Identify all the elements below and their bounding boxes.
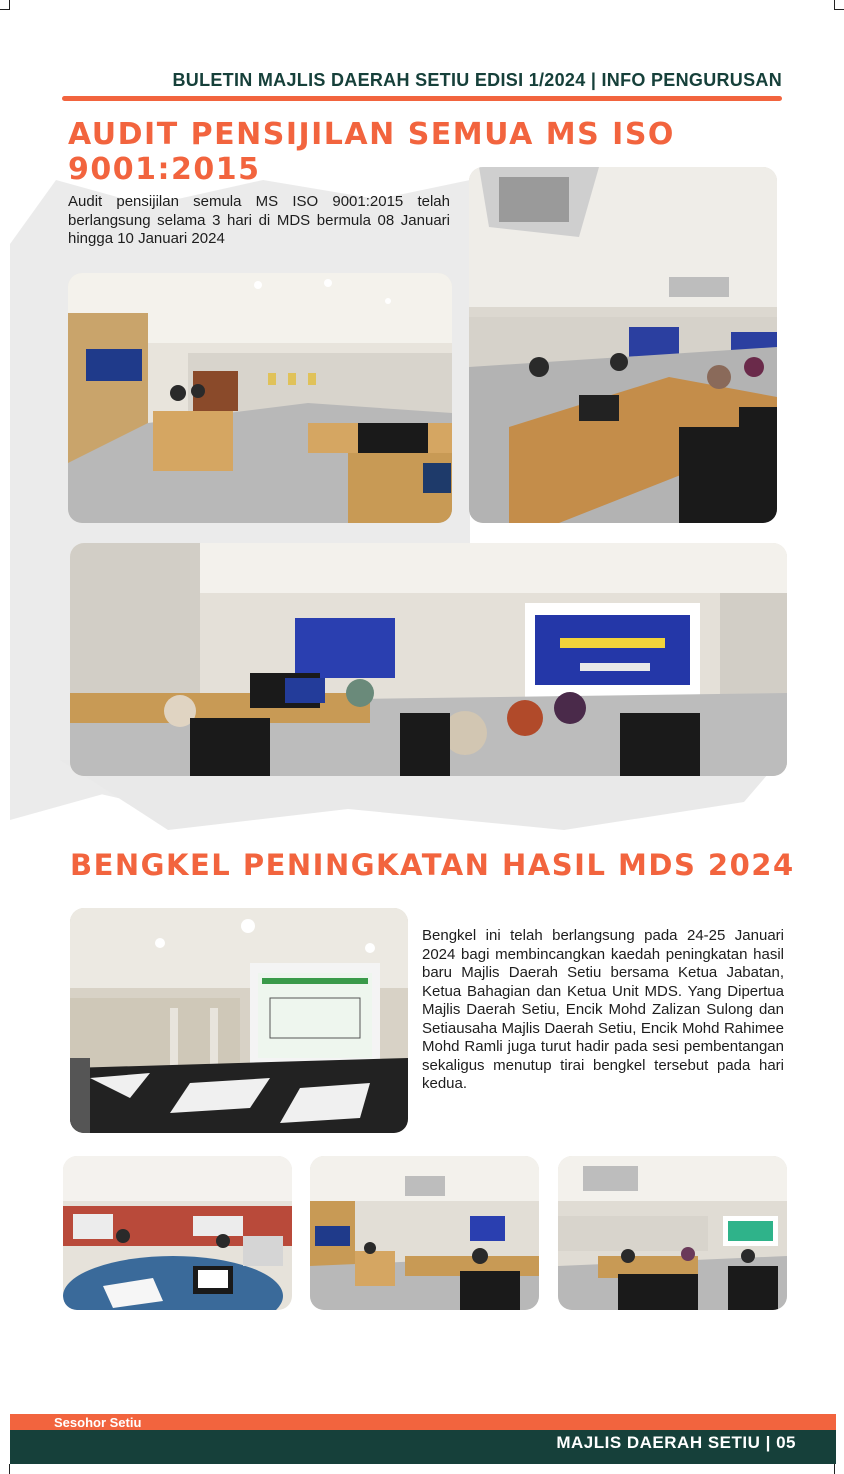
workshop-photo-room-front: [558, 1156, 787, 1310]
audit-photo-participants: [469, 167, 777, 523]
footer-left-label: Sesohor Setiu: [54, 1415, 142, 1430]
audit-photo-presentation: [70, 543, 787, 776]
workshop-photo-room-side: [310, 1156, 539, 1310]
section-title-audit: AUDIT PENSIJILAN SEMUA MS ISO 9001:2015: [68, 117, 675, 187]
bulletin-header: BULETIN MAJLIS DAERAH SETIU EDISI 1/2024 | INFO PENGURUSAN: [172, 70, 782, 90]
audit-photo-meeting-room: [68, 273, 452, 523]
section-body-workshop: Bengkel ini telah berlangsung pada 24-25 Januari 2024 bagi membincangkan kaedah peningkatan hasil baru Majlis Daerah Setiu bersama Ketua Jabatan, Ketua Bahagian dan Ketua Unit MDS. Yang Dipertua Majlis Daerah Setiu, Encik Mohd Zalizan Sulong dan Setiausaha Majlis Daerah Setiu, Encik Mohd Rahimee Mohd Ramli juga turut hadir pada sesi pembentangan sekaligus menutup tirai bengkel tersebut pada hari kedua.: [422, 927, 784, 1092]
header-rule: [62, 96, 782, 101]
workshop-photo-hall: [70, 908, 408, 1133]
workshop-photo-tables: [63, 1156, 292, 1310]
section-title-workshop: BENGKEL PENINGKATAN HASIL MDS 2024: [70, 848, 795, 882]
footer-page-label: MAJLIS DAERAH SETIU | 05: [556, 1433, 796, 1452]
section-body-audit: Audit pensijilan semula MS ISO 9001:2015 telah berlangsung selama 3 hari di MDS bermula 08 Januari hingga 10 Januari 2024: [68, 193, 450, 247]
